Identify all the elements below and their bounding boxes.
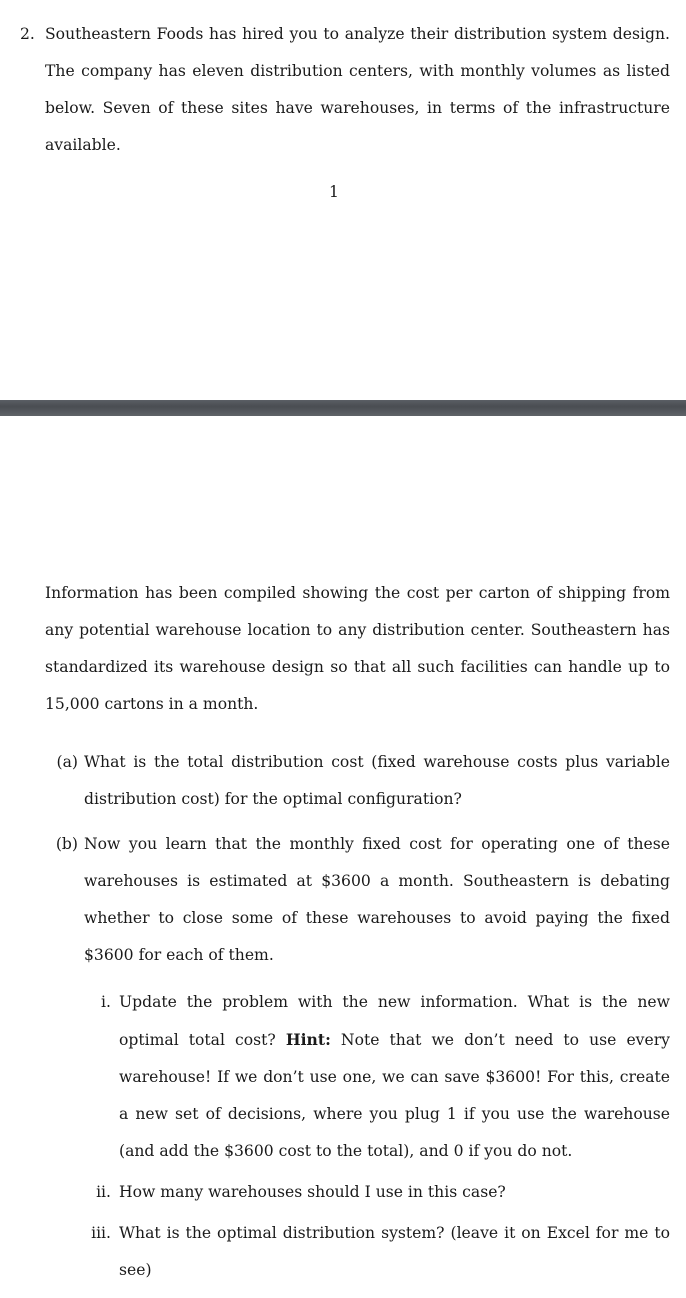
subpart-iii-label: iii.: [91, 1224, 111, 1242]
question-intro-paragraph: Southeastern Foods has hired you to analyze their distribution system design. The company has eleven distribution centers, with monthly volumes as listed below. Seven of these sites have warehouses, in terms of the infrastructure available.: [45, 25, 670, 154]
document-page-1: [0, 0, 686, 400]
part-b-text: Now you learn that the monthly fixed cost for operating one of these warehouses is estimated at $3600 a month. Southeastern is debating whether to close some of these warehouses to avoid paying the fixed $3600 for each of them.: [84, 835, 670, 964]
subpart-i-text-before: Update the problem with the new information. What is the new optimal total cost?: [119, 993, 670, 1049]
subpart-i-text: [119, 984, 670, 1170]
subpart-i-label: i.: [101, 993, 111, 1011]
part-a-label: (a): [56, 753, 78, 771]
hint-label: Hint:: [285, 1030, 331, 1049]
part-a-text: What is the total distribution cost (fixed warehouse costs plus variable distribution cost) for the optimal configuration?: [84, 753, 670, 808]
part-b-label: (b): [55, 835, 78, 853]
subpart-i-text-after: Note that we don’t need to use every warehouse! If we don’t use one, we can save $3600! For this, create a new set of decisions, where you plug 1 if you use the warehouse (and add the $3600 cost to the total), and 0 if you do not.: [119, 1031, 670, 1160]
page-number: 1: [329, 183, 339, 201]
subpart-ii-label: ii.: [96, 1183, 111, 1201]
info-paragraph: Information has been compiled showing the cost per carton of shipping from any potential warehouse location to any distribution center. Southeastern has standardized its warehouse design so that all such facilities can handle up to 15,000 cartons in a month.: [45, 584, 670, 713]
question-number: 2.: [20, 25, 35, 43]
page-separator: [0, 400, 686, 416]
document-page-2: [0, 416, 686, 1298]
subpart-ii-text: How many warehouses should I use in this case?: [119, 1183, 506, 1201]
subpart-iii-text: What is the optimal distribution system? (leave it on Excel for me to see): [119, 1224, 670, 1279]
